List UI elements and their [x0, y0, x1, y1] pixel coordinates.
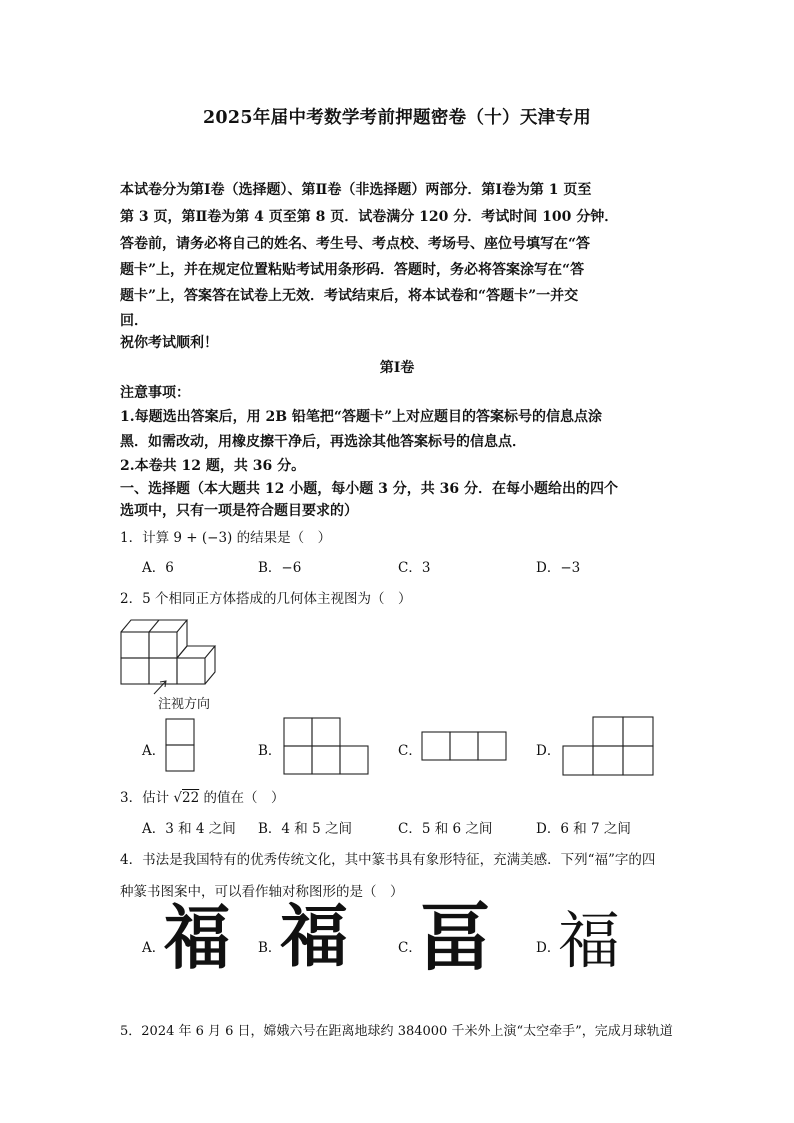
q4-seal-glyph-d: 福 [558, 904, 621, 977]
q4-stem-line: 4．书法是我国特有的优秀传统文化，其中篆书具有象形特征，充满美感．下列“福”字的四 [120, 852, 656, 868]
sqrt-symbol: √ [173, 790, 182, 806]
intro-line: 第 3 页，第Ⅱ卷为第 4 页至第 8 页．试卷满分 120 分．考试时间 100 分钟． [120, 209, 619, 225]
q4-option-a[interactable]: A． [142, 940, 166, 956]
notice-line: 2.本卷共 12 题，共 36 分。 [120, 458, 306, 474]
notice-line: 1.每题选出答案后，用 2B 铅笔把“答题卡”上对应题目的答案标号的信息点涂 [120, 409, 603, 425]
intro-line: 答卷前，请务必将自己的姓名、考生号、考点校、考场号、座位号填写在“答 [120, 236, 591, 252]
q3-option-a[interactable]: A．3 和 4 之间 [142, 821, 236, 837]
intro-line: 回． [120, 313, 148, 329]
q3-option-b[interactable]: B．4 和 5 之间 [258, 821, 352, 837]
intro-line: 题卡”上，并在规定位置粘贴考试用条形码．答题时，务必将答案涂写在“答 [120, 262, 585, 278]
q2-option-b-figure [283, 717, 373, 775]
part1-heading: 选项中，只有一项是符合题目要求的） [120, 503, 358, 519]
intro-line: 题卡”上，答案答在试卷上无效．考试结束后，将本试卷和“答题卡”一并交 [120, 288, 579, 304]
q1-option-a[interactable]: A．6 [142, 560, 174, 576]
q2-option-d-figure [562, 716, 656, 776]
q3-stem [120, 786, 284, 806]
q1-option-c[interactable]: C．3 [398, 560, 431, 576]
q1-option-d[interactable]: D．−3 [536, 560, 581, 576]
q2-option-c-figure [421, 731, 511, 763]
q3-stem-after: 的值在（ ） [199, 790, 285, 806]
page-title: 2025年届中考数学考前押题密卷（十）天津专用 [202, 108, 592, 128]
q2-option-a[interactable]: A． [142, 743, 166, 759]
q2-option-b[interactable]: B． [258, 743, 282, 759]
q4-stem-line: 种篆书图案中，可以看作轴对称图形的是（ ） [120, 884, 404, 900]
q4-seal-glyph-a: 福 [163, 896, 231, 979]
notice-heading: 注意事项： [120, 385, 190, 401]
q2-view-direction-label: 注视方向 [158, 697, 211, 712]
q3-stem-before: 3．估计 [120, 790, 174, 806]
q4-option-d[interactable]: D． [536, 940, 561, 956]
q2-stem: 2．5 个相同正方体搭成的几何体主视图为（ ） [120, 591, 412, 607]
part1-heading: 一、选择题（本大题共 12 小题，每小题 3 分，共 36 分．在每小题给出的四个 [120, 481, 618, 497]
intro-line: 本试卷分为第Ⅰ卷（选择题）、第Ⅱ卷（非选择题）两部分．第Ⅰ卷为第 1 页至 [120, 182, 592, 198]
q3-option-d[interactable]: D．6 和 7 之间 [536, 821, 631, 837]
q2-option-d[interactable]: D． [536, 743, 561, 759]
q5-stem: 5．2024 年 6 月 6 日，嫦娥六号在距离地球约 384000 千米外上演“太空牵手”，完成月球轨道 [120, 1024, 673, 1039]
good-luck-line: 祝你考试顺利！ [120, 335, 218, 351]
q4-option-b[interactable]: B． [258, 940, 282, 956]
q4-option-c[interactable]: C． [398, 940, 422, 956]
q3-option-c[interactable]: C．5 和 6 之间 [398, 821, 493, 837]
q1-stem: 1．计算 9 + (−3) 的结果是（ ） [120, 530, 332, 546]
q2-solid-figure [118, 615, 218, 690]
q2-option-c[interactable]: C． [398, 743, 422, 759]
q3-radicand: 22 [182, 790, 200, 806]
section-title: 第Ⅰ卷 [379, 360, 415, 376]
q4-seal-glyph-c: 畐 [418, 895, 492, 981]
q1-option-b[interactable]: B．−6 [258, 560, 302, 576]
q4-seal-glyph-b: 福 [280, 898, 349, 977]
q2-option-a-figure [165, 718, 197, 774]
notice-line: 黑．如需改动，用橡皮擦干净后，再选涂其他答案标号的信息点． [120, 434, 526, 450]
